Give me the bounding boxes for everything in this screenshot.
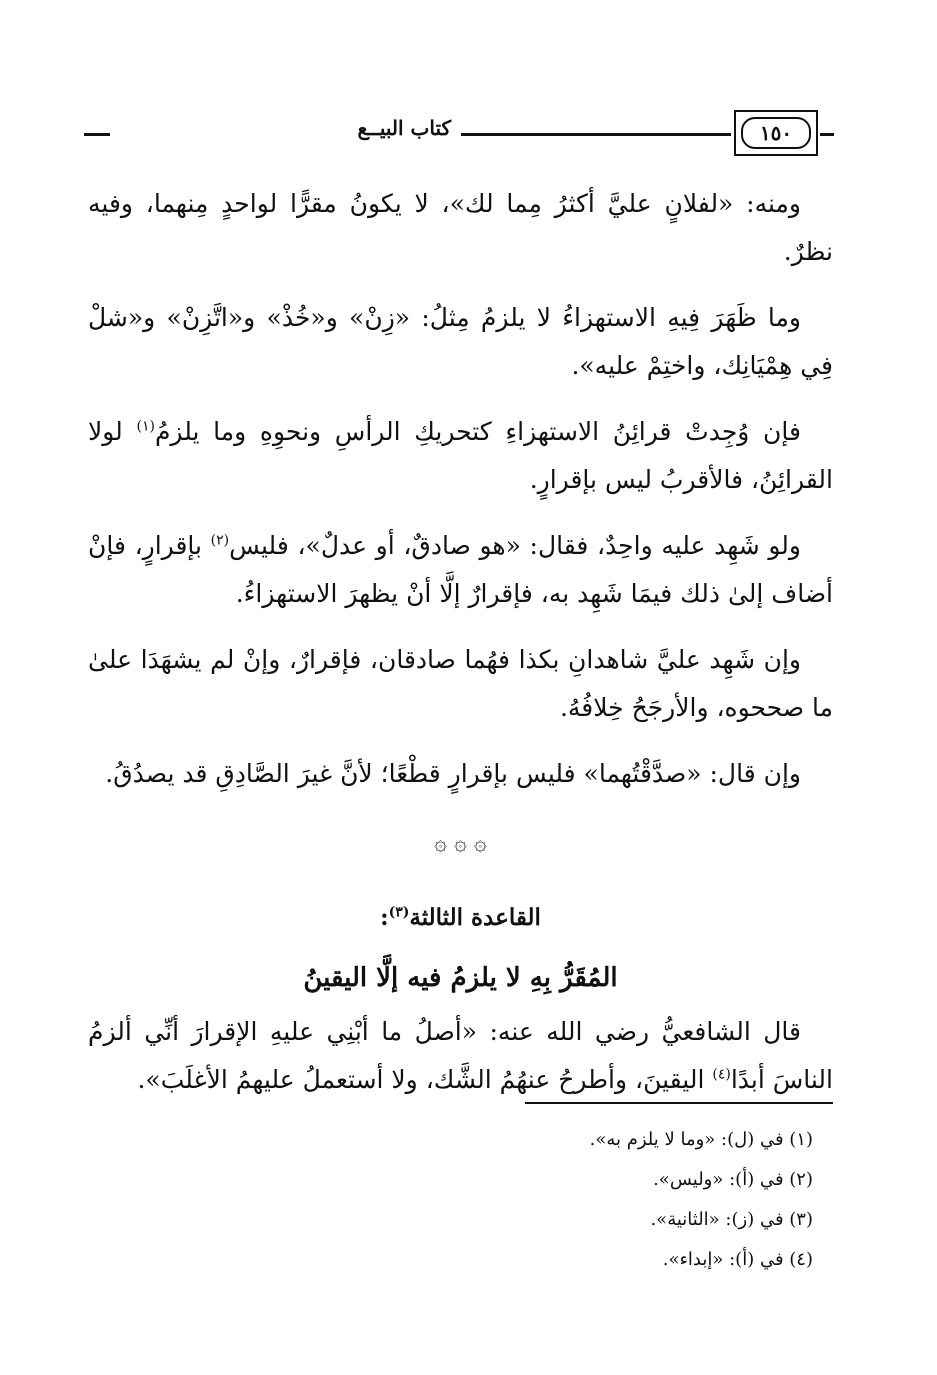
running-header	[84, 110, 834, 160]
footnote-ref: (٢)	[210, 532, 230, 549]
rule-title: القاعدة الثالثة$^{(٣)}$:	[380, 904, 541, 931]
paragraph: وما ظَهَرَ فِيهِ الاستهزاءُ لا يلزمُ مِثلُ: «زِنْ» و«خُذْ» و«اتَّزِنْ» و«شلْ فِي هِمْيَانِك، واختِمْ عليه».	[88, 303, 833, 380]
footnote: (٢) في (أ): «وليس».	[653, 1169, 813, 1190]
footnotes	[313, 1120, 813, 1280]
page-number: ١٥٠	[741, 117, 811, 149]
footnote-divider	[525, 1102, 833, 1104]
footnote-ref: (١)	[136, 418, 155, 435]
header-rule-right	[820, 133, 834, 136]
footnote: (١) في (ل): «وما لا يلزم به».	[589, 1129, 813, 1150]
section-separator-ornament: ۞ ۞ ۞	[434, 831, 487, 856]
footnote-ref: (٤)	[712, 1066, 731, 1083]
paragraph: ومنه: «لفلانٍ عليَّ أكثرُ مِما لك»، لا يكونُ مقرًّا لواحدٍ مِنهما، وفيه نظرٌ.	[88, 189, 833, 266]
running-title: كتاب البيــع	[357, 116, 451, 140]
footnote: (٤) في (أ): «إبداء».	[662, 1249, 813, 1270]
paragraph: ولو شَهِد عليه واحِدٌ، فقال: «هو صادقٌ، أو عدلٌ»، فليس$^{(٢)}$ بإقرارٍ، فإنْ أضاف إلىٰ ذلك فيمَا شَهِد به، فإقرارٌ إلَّا أنْ يظهرَ الاستهزاءُ.	[88, 531, 833, 608]
paragraph: فإن وُجِدتْ قرائِنُ الاستهزاءِ كتحريكِ الرأسِ ونحوِهِ وما يلزمُ$^{(١)}$ لولا القرائِنُ، فالأقربُ ليس بإقرارٍ.	[88, 417, 833, 494]
rule-heading: المُقَرُّ بِهِ لا يلزمُ فيه إلَّا اليقينُ	[303, 963, 618, 993]
quote-paragraph: قال الشافعيُّ رضي الله عنه: «أصلُ ما أبْنِي عليهِ الإقرارَ أنِّي ألزمُ الناسَ أبدًا$^{(٤)}$ اليقينَ، وأطرحُ عنهُمُ الشَّك، ولا أستعملُ عليهمُ الأغلَبَ».	[88, 1017, 833, 1094]
page-number-frame	[734, 110, 818, 156]
main-text	[88, 180, 833, 1122]
header-rule-left	[84, 133, 110, 136]
footnote-ref: (٣)	[388, 904, 410, 921]
footnote: (٣) في (ز): «الثانية».	[650, 1209, 813, 1230]
paragraph: وإن قال: «صدَّقْتُهما» فليس بإقرارٍ قطْعًا؛ لأنَّ غيرَ الصَّادِقِ قد يصدُقُ.	[105, 759, 801, 788]
paragraph: وإن شَهِد عليَّ شاهدانِ بكذا فهُما صادقان، فإقرارٌ، وإنْ لم يشهَدَا علىٰ ما صححوه، والأرجَحُ خِلافُهُ.	[88, 645, 833, 722]
header-rule-middle	[461, 133, 731, 136]
